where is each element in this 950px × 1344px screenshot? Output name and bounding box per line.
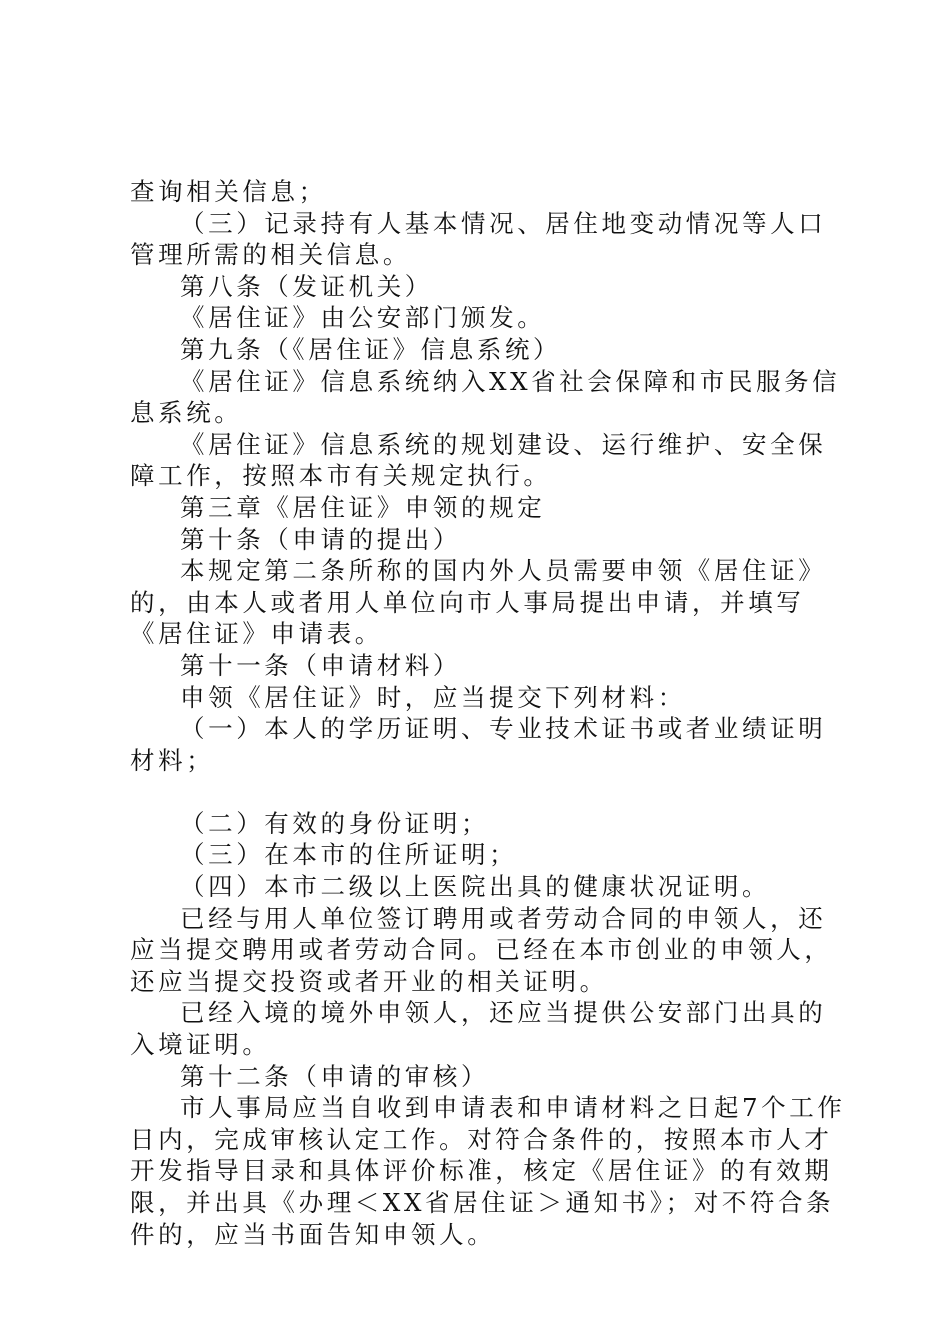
paragraph: （三）记录持有人基本情况、居住地变动情况等人口管理所需的相关信息。 xyxy=(130,208,827,270)
paragraph: 市人事局应当自收到申请表和申请材料之日起7个工作日内，完成审核认定工作。对符合条件的，按照本市人才开发指导目录和具体评价标准，核定《居住证》的有效期限，并出具《办理＜XX省居住证＞通知书》；对不符合条件的，应当书面告知申领人。 xyxy=(130,1093,846,1249)
chapter-heading: 第三章《居住证》申领的规定 xyxy=(180,492,546,522)
paragraph: 申领《居住证》时，应当提交下列材料： xyxy=(180,682,686,712)
paragraph: 《居住证》信息系统的规划建设、运行维护、安全保障工作，按照本市有关规定执行。 xyxy=(130,429,827,491)
paragraph: 查询相关信息； xyxy=(130,177,327,206)
list-item: （二）有效的身份证明； xyxy=(180,808,490,838)
article-heading: 第十条（申请的提出） xyxy=(180,524,461,554)
article-heading: 第九条（《居住证》信息系统） xyxy=(180,334,562,364)
article-heading: 第十二条（申请的审核） xyxy=(180,1061,490,1091)
paragraph: 已经与用人单位签订聘用或者劳动合同的申领人，还应当提交聘用或者劳动合同。已经在本市创业的申领人，还应当提交投资或者开业的相关证明。 xyxy=(130,903,833,996)
paragraph: 已经入境的境外申领人，还应当提供公安部门出具的入境证明。 xyxy=(130,998,827,1060)
list-item: （四）本市二级以上医院出具的健康状况证明。 xyxy=(180,872,771,902)
list-item: （一）本人的学历证明、专业技术证书或者业绩证明材料； xyxy=(130,714,827,775)
list-item: （三）在本市的住所证明； xyxy=(180,840,518,870)
article-heading: 第十一条（申请材料） xyxy=(180,650,461,680)
article-heading: 第八条（发证机关） xyxy=(180,271,433,301)
document-body xyxy=(130,176,850,1250)
paragraph: 《居住证》信息系统纳入XX省社会保障和市民服务信息系统。 xyxy=(130,366,841,428)
paragraph: 本规定第二条所称的国内外人员需要申领《居住证》的，由本人或者用人单位向市人事局提出申请，并填写《居住证》申请表。 xyxy=(130,556,827,649)
paragraph: 《居住证》由公安部门颁发。 xyxy=(180,303,546,333)
blank-line xyxy=(130,776,850,808)
